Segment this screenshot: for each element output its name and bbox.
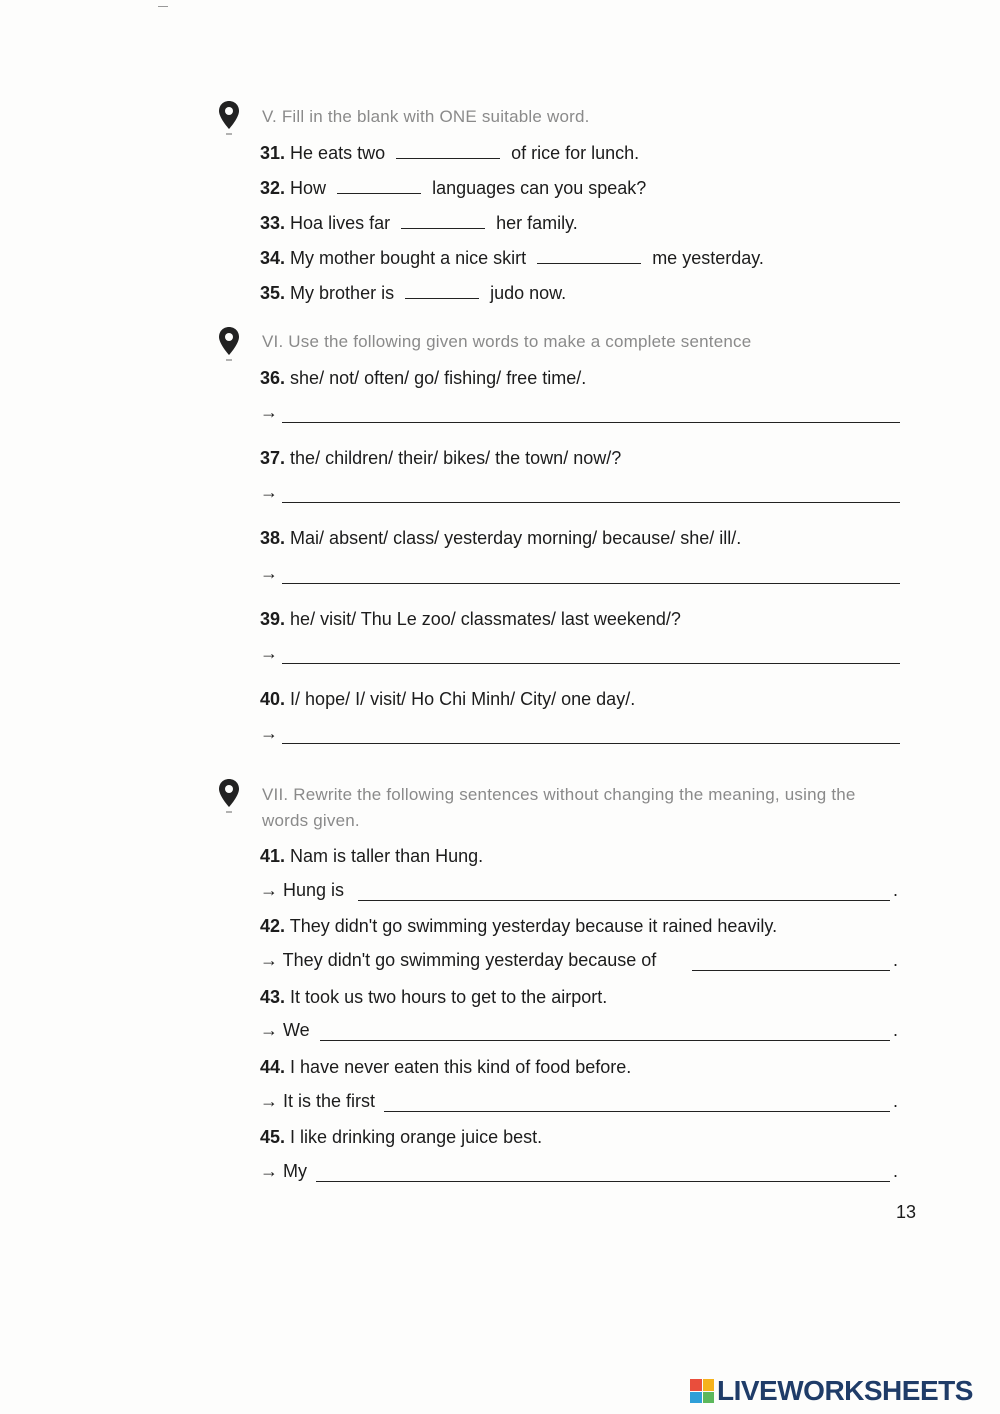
question-45 — [260, 1126, 542, 1148]
question-text-after: of rice for lunch. — [511, 143, 640, 163]
location-pin-icon — [218, 100, 240, 136]
question-40 — [260, 688, 635, 710]
question-35 — [260, 282, 566, 304]
answer-line-44[interactable] — [260, 1090, 900, 1114]
question-number: 37. — [260, 448, 286, 468]
question-number: 35. — [260, 283, 286, 303]
question-38 — [260, 527, 741, 549]
answer-blank[interactable] — [337, 177, 421, 194]
answer-line-37[interactable] — [260, 481, 900, 505]
question-text-after: me yesterday. — [652, 248, 764, 268]
question-number: 33. — [260, 213, 286, 233]
question-text-after: her family. — [496, 213, 578, 233]
question-number: 45. — [260, 1127, 286, 1147]
brand-name: LIVEWORKSHEETS — [717, 1375, 973, 1406]
question-44 — [260, 1056, 631, 1078]
question-text-after: judo now. — [490, 283, 567, 303]
end-mark: . — [892, 950, 898, 970]
question-33 — [260, 212, 578, 234]
question-41 — [260, 845, 483, 867]
question-number: 36. — [260, 368, 286, 388]
answer-blank[interactable] — [405, 282, 479, 299]
logo-square — [690, 1379, 702, 1391]
answer-rule[interactable] — [282, 743, 900, 744]
answer-rule[interactable] — [358, 900, 890, 901]
question-text-before: My mother bought a nice skirt — [290, 248, 527, 268]
question-number: 44. — [260, 1057, 286, 1077]
question-39 — [260, 608, 681, 630]
question-text: Mai/ absent/ class/ yesterday morning/ because/ she/ ill/. — [290, 528, 742, 548]
location-pin-icon — [218, 326, 240, 362]
location-pin-icon — [218, 778, 240, 814]
end-mark: . — [892, 880, 898, 900]
arrow-icon: → — [260, 563, 278, 583]
arrow-icon: → — [260, 643, 278, 663]
section-5-heading: V. Fill in the blank with ONE suitable word. — [262, 107, 590, 126]
question-number: 32. — [260, 178, 286, 198]
logo-square — [703, 1392, 715, 1404]
question-text-before: Hoa lives far — [290, 213, 391, 233]
question-text: he/ visit/ Thu Le zoo/ classmates/ last weekend/? — [290, 609, 681, 629]
answer-blank[interactable] — [401, 212, 485, 229]
question-number: 42. — [260, 916, 286, 936]
answer-rule[interactable] — [282, 663, 900, 664]
question-37 — [260, 447, 621, 469]
question-34 — [260, 247, 764, 269]
question-text: the/ children/ their/ bikes/ the town/ now/? — [290, 448, 622, 468]
page-number: 13 — [896, 1202, 917, 1222]
question-31 — [260, 142, 639, 164]
end-mark: . — [892, 1020, 898, 1040]
answer-line-42[interactable] — [260, 949, 900, 973]
question-text: They didn't go swimming yesterday because it rained heavily. — [289, 916, 778, 936]
section-6-heading: VI. Use the following given words to make a complete sentence — [262, 332, 752, 351]
question-text: I have never eaten this kind of food before. — [290, 1057, 632, 1077]
question-text-before: How — [290, 178, 327, 198]
arrow-icon: → — [260, 723, 278, 743]
answer-rule[interactable] — [282, 422, 900, 423]
section-7-heading: VII. Rewrite the following sentences without changing the meaning, using the words given. — [262, 785, 856, 830]
question-number: 41. — [260, 846, 286, 866]
question-number: 31. — [260, 143, 286, 163]
answer-line-40[interactable] — [260, 722, 900, 746]
answer-line-36[interactable] — [260, 401, 900, 425]
answer-rule[interactable] — [282, 583, 900, 584]
answer-lead: → Hung is — [260, 880, 345, 900]
logo-square — [703, 1379, 715, 1391]
answer-lead: → It is the first — [260, 1091, 376, 1111]
answer-rule[interactable] — [384, 1111, 890, 1112]
corner-mark — [158, 6, 168, 7]
question-number: 43. — [260, 987, 286, 1007]
answer-blank[interactable] — [537, 247, 641, 264]
question-43 — [260, 986, 607, 1008]
question-text-before: He eats two — [290, 143, 386, 163]
answer-line-39[interactable] — [260, 642, 900, 666]
answer-rule[interactable] — [316, 1181, 890, 1182]
question-text-after: languages can you speak? — [432, 178, 647, 198]
end-mark: . — [892, 1091, 898, 1111]
arrow-icon: → — [260, 482, 278, 502]
answer-blank[interactable] — [396, 142, 500, 159]
question-text: she/ not/ often/ go/ fishing/ free time/. — [290, 368, 587, 388]
question-text: I like drinking orange juice best. — [290, 1127, 543, 1147]
answer-lead: → We — [260, 1020, 310, 1040]
logo-square — [690, 1392, 702, 1404]
arrow-icon: → — [260, 402, 278, 422]
answer-line-43[interactable] — [260, 1019, 900, 1043]
question-text: It took us two hours to get to the airport. — [290, 987, 608, 1007]
question-text: Nam is taller than Hung. — [290, 846, 484, 866]
answer-lead: → They didn't go swimming yesterday because of — [260, 950, 657, 970]
answer-rule[interactable] — [692, 970, 890, 971]
question-text-before: My brother is — [290, 283, 395, 303]
question-number: 40. — [260, 689, 286, 709]
question-36 — [260, 367, 586, 389]
question-number: 38. — [260, 528, 286, 548]
question-number: 34. — [260, 248, 286, 268]
answer-rule[interactable] — [320, 1040, 890, 1041]
answer-line-45[interactable] — [260, 1160, 900, 1184]
question-number: 39. — [260, 609, 286, 629]
question-text: I/ hope/ I/ visit/ Ho Chi Minh/ City/ one day/. — [290, 689, 636, 709]
answer-rule[interactable] — [282, 502, 900, 503]
brand-watermark — [690, 1376, 973, 1406]
answer-lead: → My — [260, 1161, 307, 1181]
end-mark: . — [892, 1161, 898, 1181]
liveworksheets-logo-icon — [690, 1379, 714, 1403]
answer-line-38[interactable] — [260, 562, 900, 586]
answer-line-41[interactable] — [260, 879, 900, 903]
question-32 — [260, 177, 646, 199]
question-42 — [260, 915, 777, 937]
